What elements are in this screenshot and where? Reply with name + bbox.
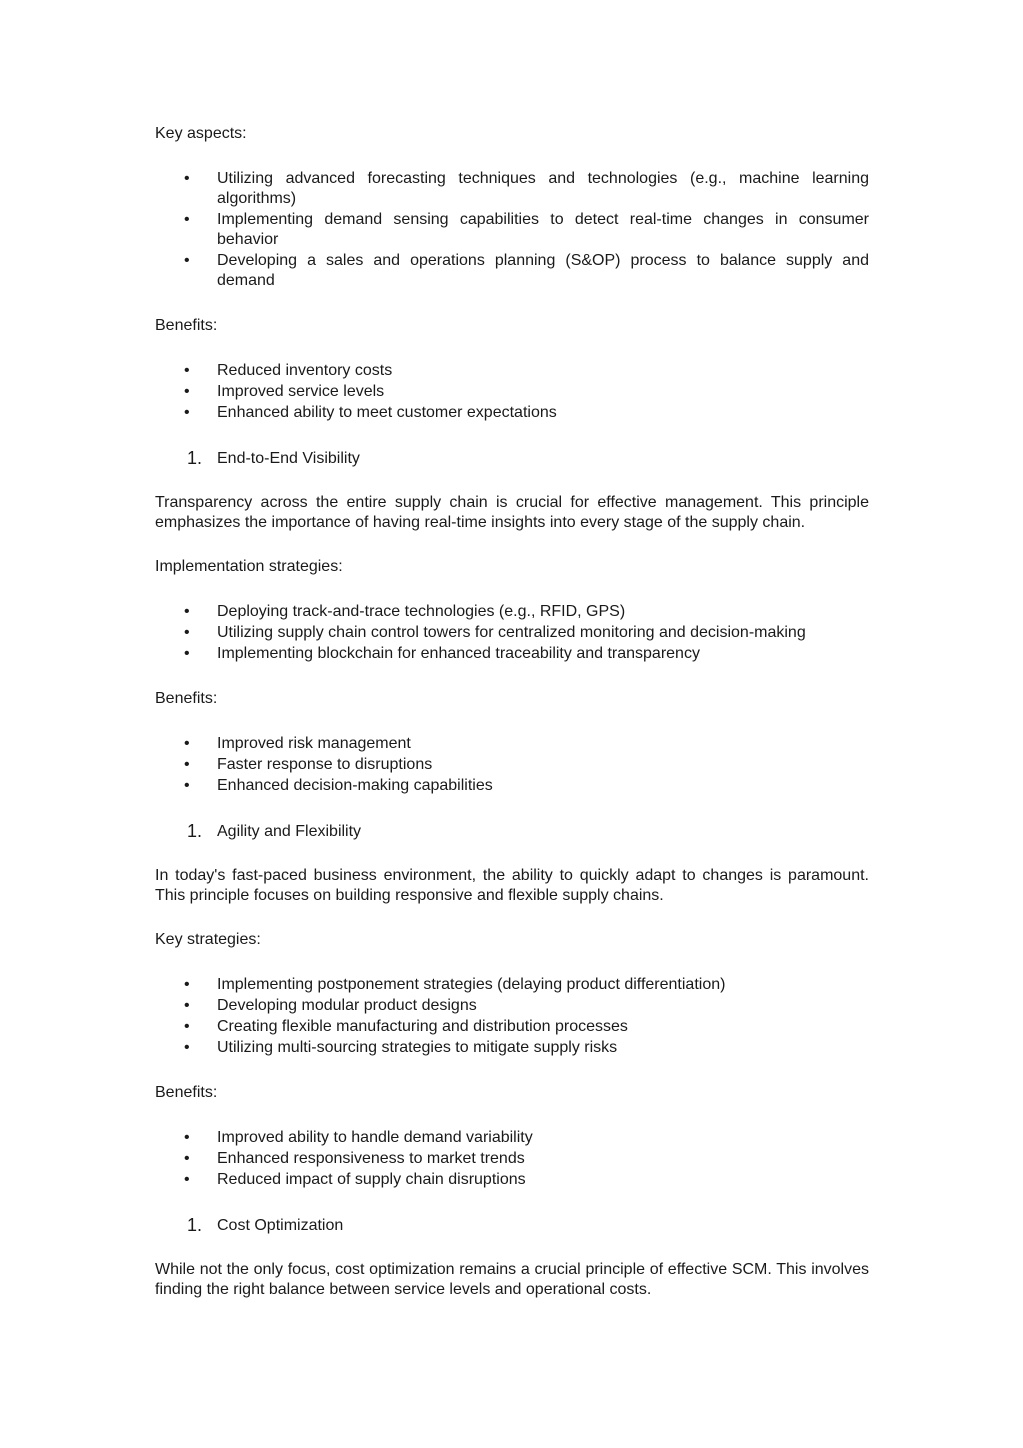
bullet-icon: • bbox=[184, 1150, 190, 1167]
benefits-list bbox=[155, 361, 869, 423]
document-page bbox=[155, 124, 869, 1324]
section-heading-list bbox=[155, 1215, 869, 1237]
list-item: • Utilizing multi-sourcing strategies to mitigate supply risks bbox=[184, 1039, 618, 1056]
list-item: • Developing modular product designs bbox=[184, 997, 477, 1014]
bullet-icon: • bbox=[184, 624, 190, 641]
benefits-label: Benefits: bbox=[155, 690, 218, 707]
bullet-icon: • bbox=[184, 211, 190, 228]
bullet-icon: • bbox=[184, 170, 190, 187]
list-item: • Enhanced ability to meet customer expectations bbox=[184, 404, 557, 421]
bullet-icon: • bbox=[184, 976, 190, 993]
section-number: 1. bbox=[187, 1215, 203, 1235]
list-item: • Developing a sales and operations planning (S&OP) process to balance supply and demand bbox=[184, 252, 869, 289]
bullet-icon: • bbox=[184, 1171, 190, 1188]
bullet-icon: • bbox=[184, 1129, 190, 1146]
bullet-icon: • bbox=[184, 383, 190, 400]
strategies-list bbox=[155, 602, 869, 664]
section-number: 1. bbox=[187, 448, 203, 468]
strategies-list bbox=[155, 975, 869, 1058]
section-number: 1. bbox=[187, 821, 203, 841]
benefits-label: Benefits: bbox=[155, 1084, 218, 1101]
bullet-icon: • bbox=[184, 756, 190, 773]
strategies-label: Implementation strategies: bbox=[155, 558, 343, 575]
bullet-icon: • bbox=[184, 1039, 190, 1056]
bullet-icon: • bbox=[184, 735, 190, 752]
strategies-label: Key strategies: bbox=[155, 931, 261, 948]
section-intro: Transparency across the entire supply chain is crucial for effective management. This principle emphasizes the importance of having real-time insights into every stage of the supply chain. bbox=[155, 494, 869, 531]
list-item: • Faster response to disruptions bbox=[184, 756, 433, 773]
section-heading-list bbox=[155, 448, 869, 470]
section-title: End-to-End Visibility bbox=[217, 450, 360, 467]
section-heading bbox=[155, 1215, 869, 1237]
list-item: • Improved service levels bbox=[184, 383, 385, 400]
section-title: Agility and Flexibility bbox=[217, 823, 362, 840]
list-item: • Enhanced decision-making capabilities bbox=[184, 777, 493, 794]
list-item: • Utilizing supply chain control towers for centralized monitoring and decision-making bbox=[184, 624, 806, 641]
bullet-icon: • bbox=[184, 997, 190, 1014]
bullet-icon: • bbox=[184, 404, 190, 421]
bullet-icon: • bbox=[184, 603, 190, 620]
list-item: • Deploying track-and-trace technologies (e.g., RFID, GPS) bbox=[184, 603, 626, 620]
section-title: Cost Optimization bbox=[217, 1217, 344, 1234]
list-item: • Improved risk management bbox=[184, 735, 411, 752]
benefits-list bbox=[155, 1128, 869, 1190]
list-item: • Enhanced responsiveness to market trends bbox=[184, 1150, 525, 1167]
list-item: • Reduced impact of supply chain disruptions bbox=[184, 1171, 526, 1188]
list-item: • Improved ability to handle demand variability bbox=[184, 1129, 533, 1146]
list-item: • Creating flexible manufacturing and distribution processes bbox=[184, 1018, 628, 1035]
section-intro: While not the only focus, cost optimization remains a crucial principle of effective SCM. This involves finding the right balance between service levels and operational costs. bbox=[155, 1261, 869, 1298]
bullet-icon: • bbox=[184, 362, 190, 379]
key-aspects-list bbox=[155, 169, 869, 291]
list-item: • Implementing demand sensing capabilities to detect real-time changes in consumer behavior bbox=[184, 211, 869, 248]
benefits-list bbox=[155, 734, 869, 796]
bullet-icon: • bbox=[184, 1018, 190, 1035]
list-item: • Reduced inventory costs bbox=[184, 362, 393, 379]
section-intro: In today's fast-paced business environment, the ability to quickly adapt to changes is paramount. This principle focuses on building responsive and flexible supply chains. bbox=[155, 867, 869, 904]
bullet-icon: • bbox=[184, 645, 190, 662]
benefits-label: Benefits: bbox=[155, 317, 218, 334]
list-item: • Implementing postponement strategies (delaying product differentiation) bbox=[184, 976, 726, 993]
section-heading bbox=[155, 448, 869, 470]
list-item: • Utilizing advanced forecasting techniques and technologies (e.g., machine learning algorithms) bbox=[184, 170, 869, 207]
bullet-icon: • bbox=[184, 252, 190, 269]
key-aspects-label: Key aspects: bbox=[155, 125, 247, 142]
list-item: • Implementing blockchain for enhanced traceability and transparency bbox=[184, 645, 700, 662]
section-heading-list bbox=[155, 821, 869, 843]
section-heading bbox=[155, 821, 869, 843]
bullet-icon: • bbox=[184, 777, 190, 794]
